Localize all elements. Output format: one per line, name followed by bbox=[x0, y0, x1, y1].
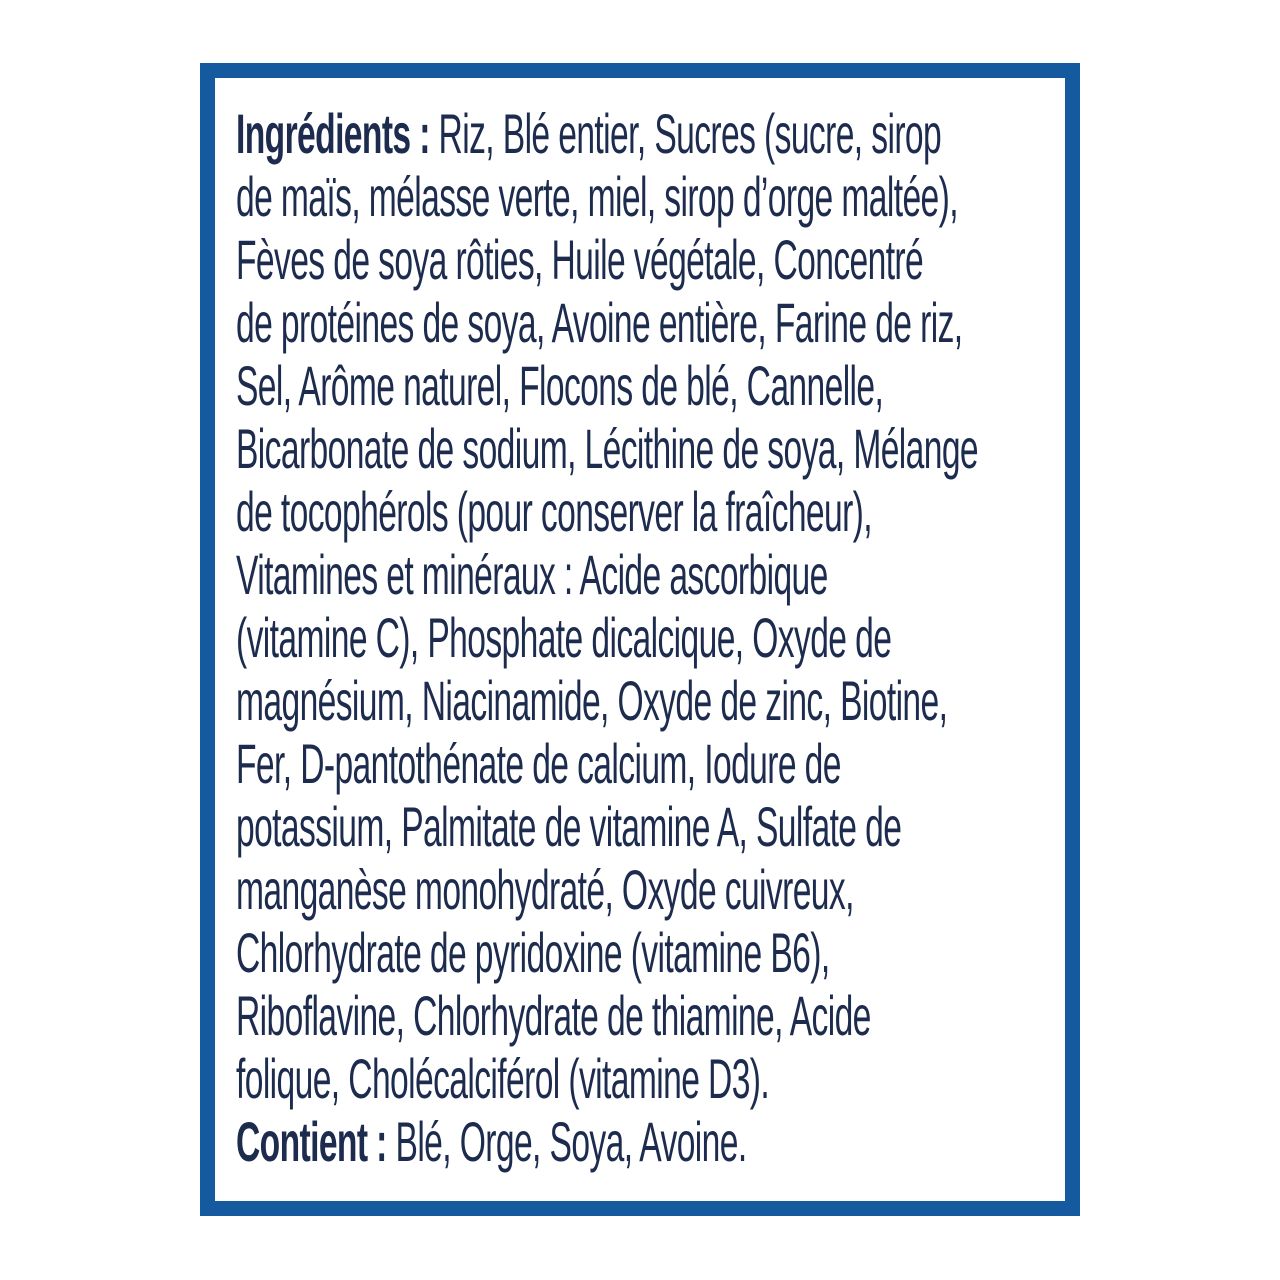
ingredient-line bbox=[236, 795, 901, 858]
ingredient-line bbox=[236, 165, 958, 228]
ingredient-line bbox=[236, 1047, 769, 1110]
ingredient-line bbox=[236, 480, 872, 543]
line-text: Fer, D-pantothénate de calcium, Iodure de bbox=[236, 732, 841, 795]
ingredient-line bbox=[236, 354, 883, 417]
line-text: de tocophérols (pour conserver la fraîcheur), bbox=[236, 480, 872, 543]
line-text: Bicarbonate de sodium, Lécithine de soya, Mélange bbox=[236, 417, 979, 480]
ingredient-line bbox=[236, 732, 841, 795]
contains-heading: Contient : bbox=[236, 1110, 387, 1173]
line-text: Sel, Arôme naturel, Flocons de blé, Cannelle, bbox=[236, 354, 884, 417]
line-text: Vitamines et minéraux : Acide ascorbique bbox=[236, 543, 828, 606]
line-text: (vitamine C), Phosphate dicalcique, Oxyde de bbox=[236, 606, 892, 669]
ingredient-line bbox=[236, 543, 828, 606]
ingredient-line bbox=[236, 669, 947, 732]
line-text: potassium, Palmitate de vitamine A, Sulfate de bbox=[236, 795, 902, 858]
line-text: Riboflavine, Chlorhydrate de thiamine, Acide bbox=[236, 984, 871, 1047]
ingredient-line bbox=[236, 1110, 747, 1173]
ingredient-line bbox=[236, 228, 923, 291]
line-text: Fèves de soya rôties, Huile végétale, Concentré bbox=[236, 228, 924, 291]
line-text: de protéines de soya, Avoine entière, Farine de riz, bbox=[236, 291, 963, 354]
ingredient-line bbox=[236, 291, 963, 354]
line-text: manganèse monohydraté, Oxyde cuivreux, bbox=[236, 858, 854, 921]
ingredient-line bbox=[236, 417, 978, 480]
line-text: folique, Cholécalciférol (vitamine D3). bbox=[236, 1047, 770, 1110]
line-text: magnésium, Niacinamide, Oxyde de zinc, Biotine, bbox=[236, 669, 948, 732]
ingredient-line bbox=[236, 606, 891, 669]
ingredients-panel bbox=[200, 63, 1080, 1216]
ingredients-heading: Ingrédients : bbox=[236, 102, 430, 165]
ingredient-line bbox=[236, 102, 941, 165]
line-text: Blé, Orge, Soya, Avoine. bbox=[386, 1110, 747, 1173]
ingredient-line bbox=[236, 984, 871, 1047]
line-text: Riz, Blé entier, Sucres (sucre, sirop bbox=[429, 102, 942, 165]
line-text: de maïs, mélasse verte, miel, sirop d’orge maltée), bbox=[236, 165, 958, 228]
ingredient-line bbox=[236, 921, 830, 984]
ingredient-line bbox=[236, 858, 854, 921]
line-text: Chlorhydrate de pyridoxine (vitamine B6), bbox=[236, 921, 830, 984]
ingredients-text-block bbox=[236, 102, 1066, 1173]
